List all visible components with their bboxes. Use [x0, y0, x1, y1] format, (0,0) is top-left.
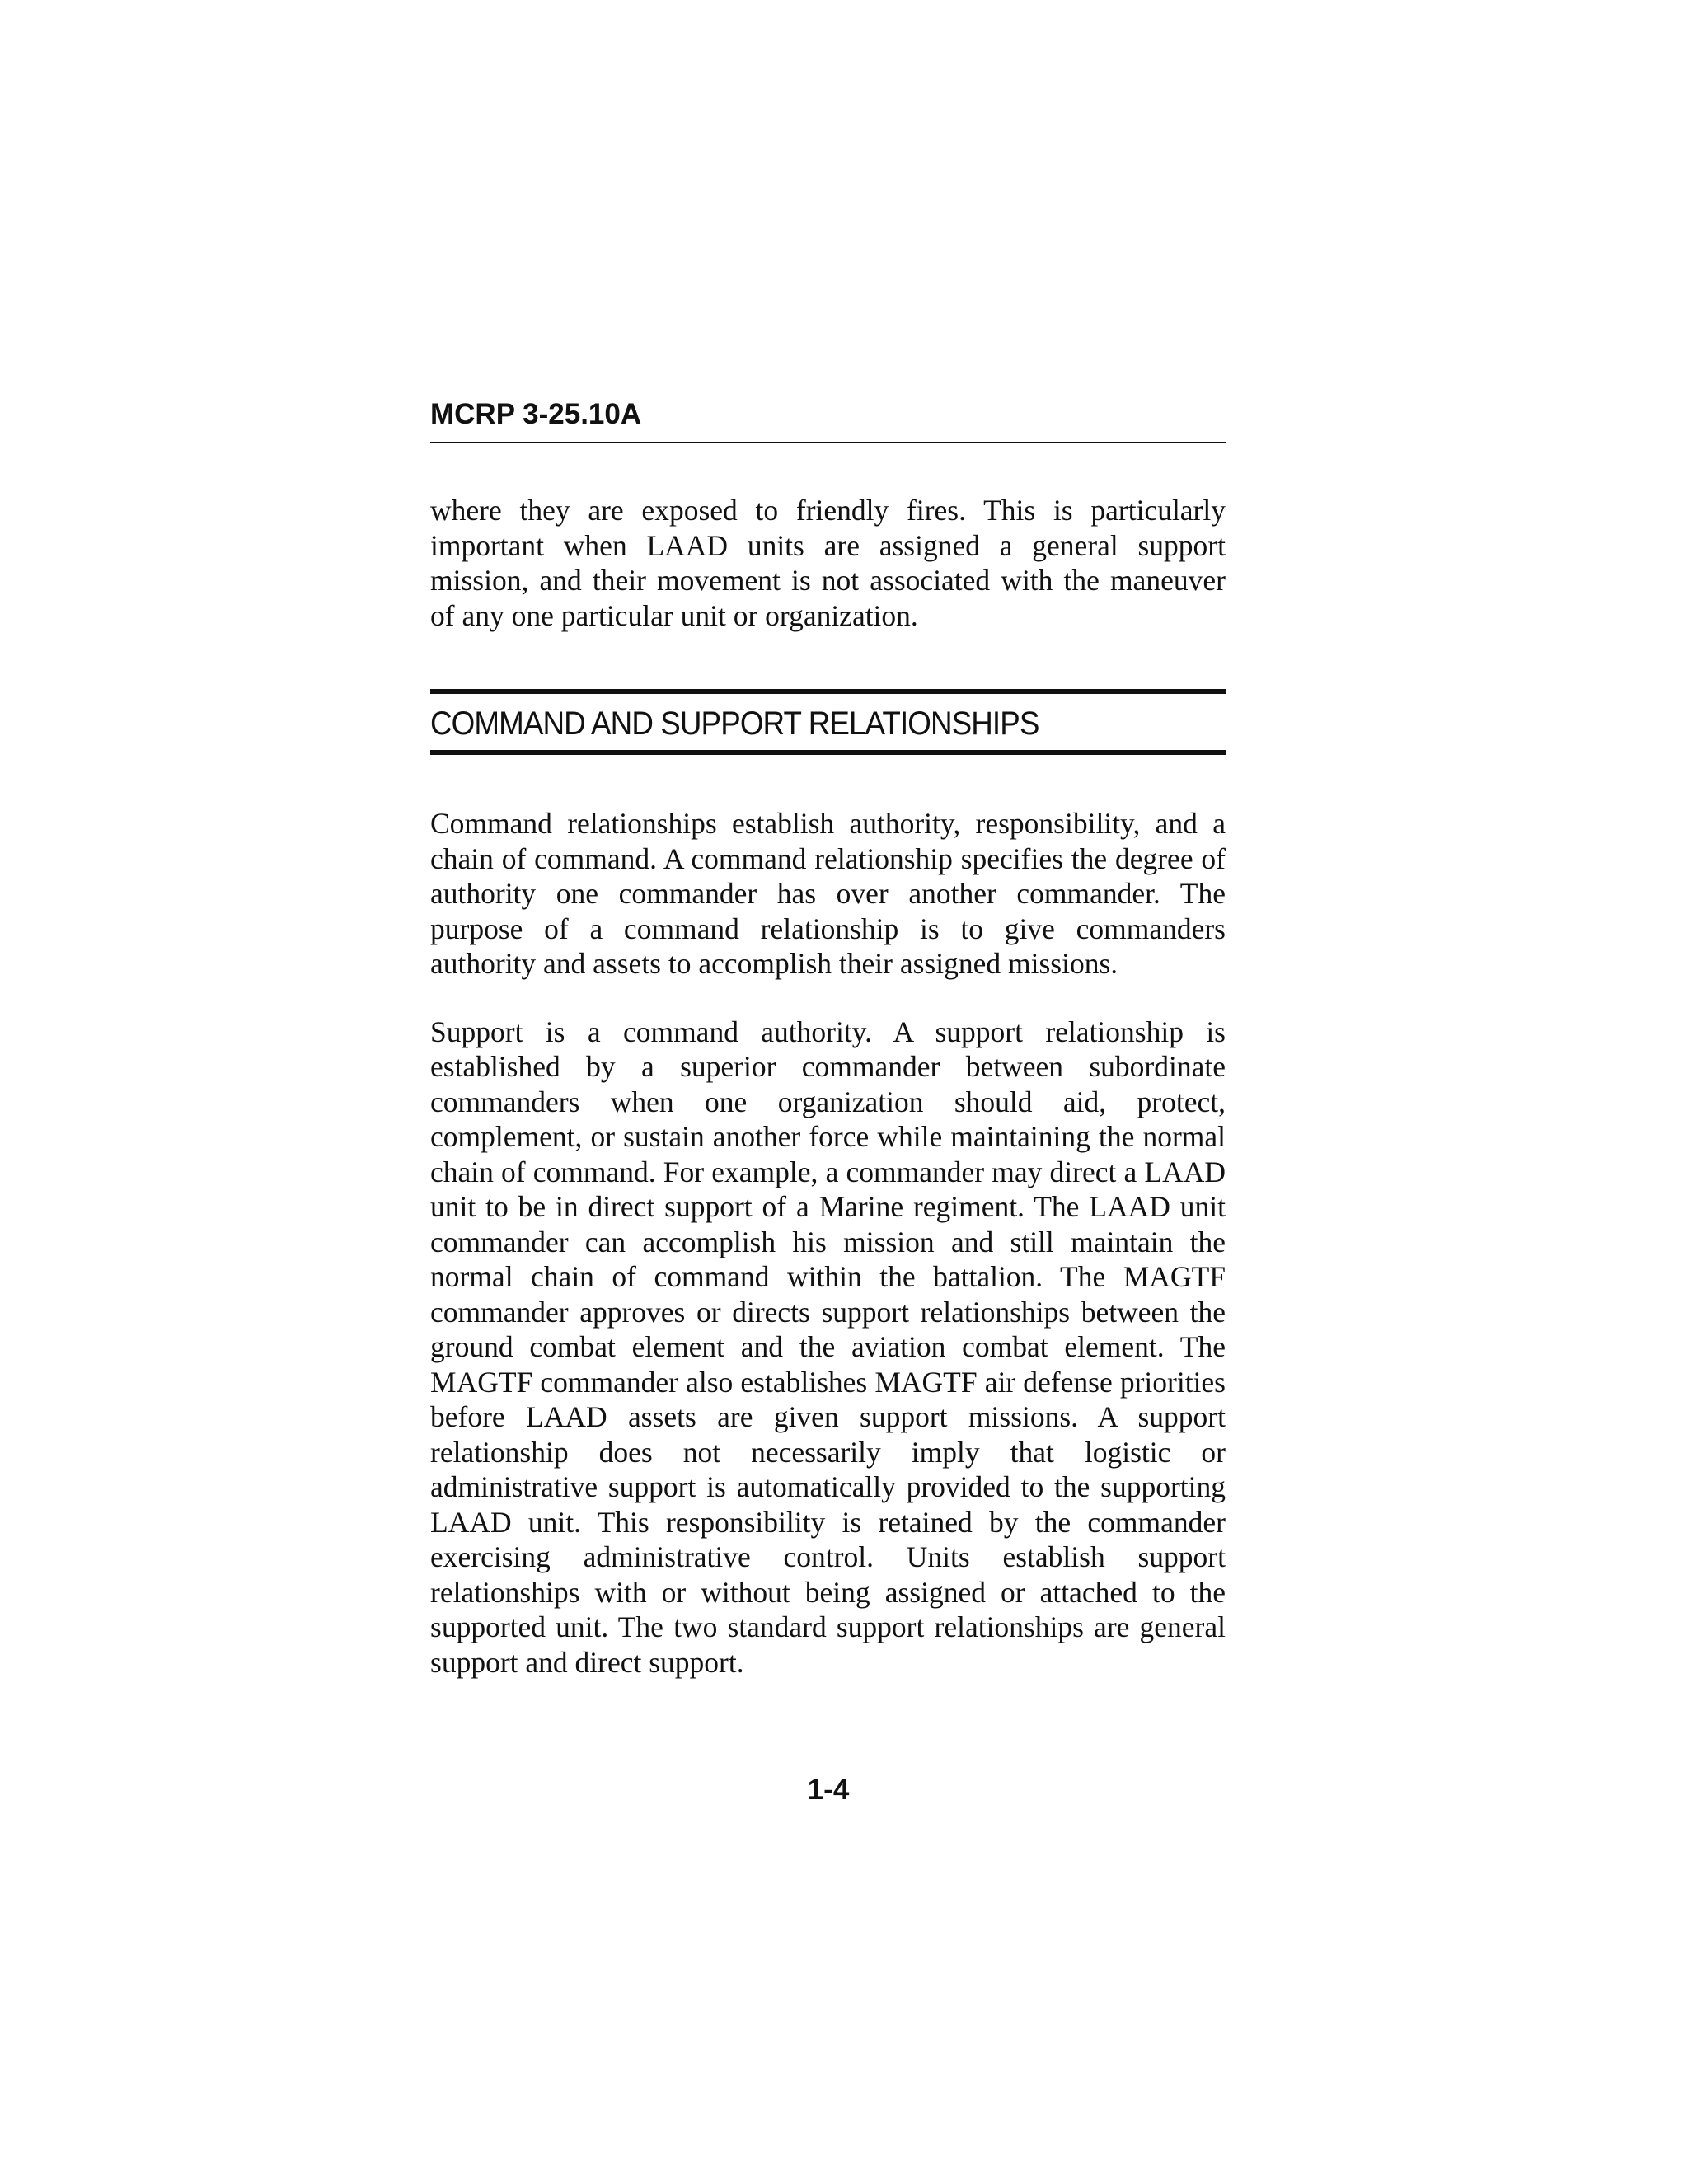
intro-paragraph: where they are exposed to friendly fires. This is particularly important when LAAD units are assigned a general support mission, and their movement is not associated with the maneuver of any one particular unit or organization.: [430, 494, 1226, 632]
page-content: [430, 398, 1226, 1680]
section-heading: [430, 689, 1226, 755]
paragraph-command-relationships: Command relationships establish authority, responsibility, and a chain of command. A command relationship specifies the degree of authority one commander has over another commander. The purpose of a command relationship is to give commanders authority and assets to accomplish their assigned missions.: [430, 807, 1226, 980]
paragraph-support-relationships: Support is a command authority. A support relationship is established by a superior commander between subordinate commanders when one organization should aid, protect, complement, or sustain another force while maintaining the normal chain of command. For example, a commander may direct a LAAD unit to be in direct support of a Marine regiment. The LAAD unit commander can accomplish his mission and still maintain the normal chain of command within the battalion. The MAGTF commander approves or directs support relationships between the ground combat element and the aviation combat element. The MAGTF commander also establishes MAGTF air defense priorities before LAAD assets are given support missions. A support relationship does not necessarily imply that logistic or administrative support is automatically provided to the supporting LAAD unit. This responsibility is retained by the commander exercising administrative control. Units establish support relationships with or without being assigned or attached to the supported unit. The two standard support relationships are general support and direct support.: [430, 1015, 1226, 1679]
section-heading-text: COMMAND AND SUPPORT RELATIONSHIPS: [430, 705, 1039, 742]
page-number: 1-4: [807, 1774, 850, 1806]
running-header: MCRP 3-25.10A: [430, 398, 1226, 443]
